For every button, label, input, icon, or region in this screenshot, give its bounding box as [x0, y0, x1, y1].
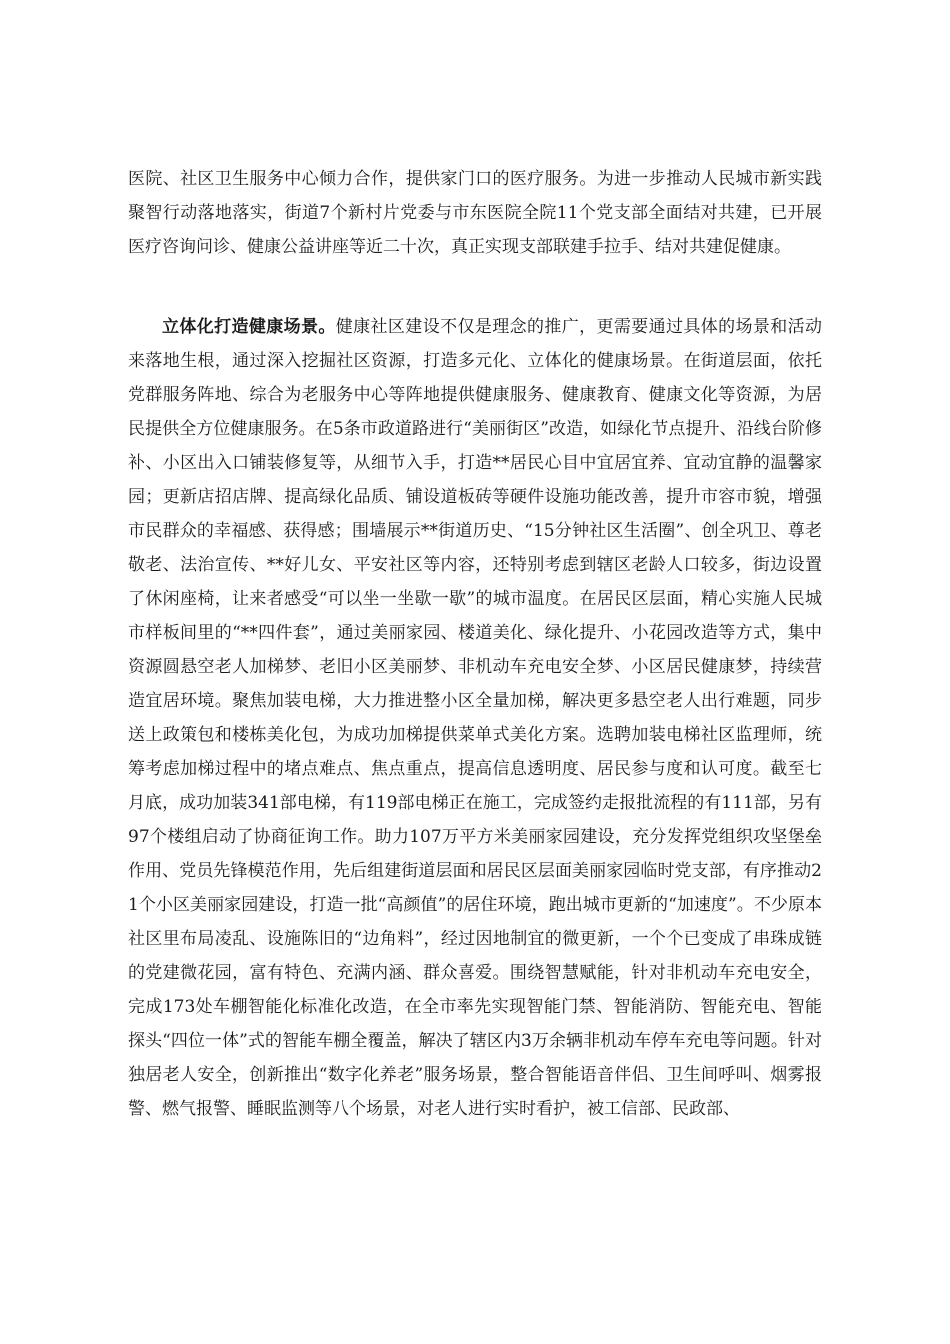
paragraph-lead-heading: 立体化打造健康场景。: [162, 317, 336, 337]
paragraph-medical-cooperation: 医院、社区卫生服务中心倾力合作，提供家门口的医疗服务。为进一步推动人民城市新实践聚智行动落地落实，街道7个新村片党委与市东医院全院11个党支部全面结对共建，已开展医疗咨询问诊、健康公益讲座等近二十次，真正实现支部联建手拉手、结对共建促健康。: [128, 169, 822, 257]
paragraph-body-text: 健康社区建设不仅是理念的推广，更需要通过具体的场景和活动来落地生根，通过深入挖掘社区资源，打造多元化、立体化的健康场景。在街道层面，依托党群服务阵地、综合为老服务中心等阵地提供健康服务、健康教育、健康文化等资源，为居民提供全方位健康服务。在5条市政道路进行“美丽街区”改造，如绿化节点提升、沿线台阶修补、小区出入口铺装修复等，从细节入手，打造**居民心目中宜居宜养、宜动宜静的温馨家园；更新店招店牌、提高绿化品质、铺设道板砖等硬件设施功能改善，提升市容市貌，增强市民群众的幸福感、获得感；围墙展示**街道历史、“15分钟社区生活圈”、创全巩卫、尊老敬老、法治宣传、**好儿女、平安社区等内容，还特别考虑到辖区老龄人口较多，街边设置了休闲座椅，让来者感受“可以坐一坐歇一歇”的城市温度。在居民区层面，精心实施人民城市样板间里的“**四件套”，通过美丽家园、楼道美化、绿化提升、小花园改造等方式，集中资源圆悬空老人加梯梦、老旧小区美丽梦、非机动车充电安全梦、小区居民健康梦，持续营造宜居环境。聚焦加装电梯，大力推进整小区全量加梯，解决更多悬空老人出行难题，同步送上政策包和楼栋美化包，为成功加梯提供菜单式美化方案。选聘加装电梯社区监理师，统筹考虑加梯过程中的堵点难点、焦点重点，提高信息透明度、居民参与度和认可度。截至七月底，成功加装341部电梯，有119部电梯正在施工，完成签约走报批流程的有111部，另有97个楼组启动了协商征询工作。助力107万平方米美丽家园建设，充分发挥党组织攻坚堡垒作用、党员先锋模范作用，先后组建街道层面和居民区层面美丽家园临时党支部，有序推动21个小区美丽家园建设，打造一批“高颜值”的居住环境，跑出城市更新的“加速度”。不少原本社区里布局凌乱、设施陈旧的“边角料”，经过因地制宜的微更新，一个个已变成了串珠成链的党建微花园，富有特色、充满内涵、群众喜爱。围绕智慧赋能，针对非机动车充电安全，完成173处车棚智能化标准化改造，在全市率先实现智能门禁、智能消防、智能充电、智能探头“四位一体”式的智能车棚全覆盖，解决了辖区内3万余辆非机动车停车充电等问题。针对独居老人安全，创新推出“数字化养老”服务场景，整合智能语音伴侣、卫生间呼叫、烟雾报警、燃气报警、睡眠监测等八个场景，对老人进行实时看护，被工信部、民政部、: [128, 317, 823, 1119]
paragraph-health-scenes: [128, 310, 822, 1126]
